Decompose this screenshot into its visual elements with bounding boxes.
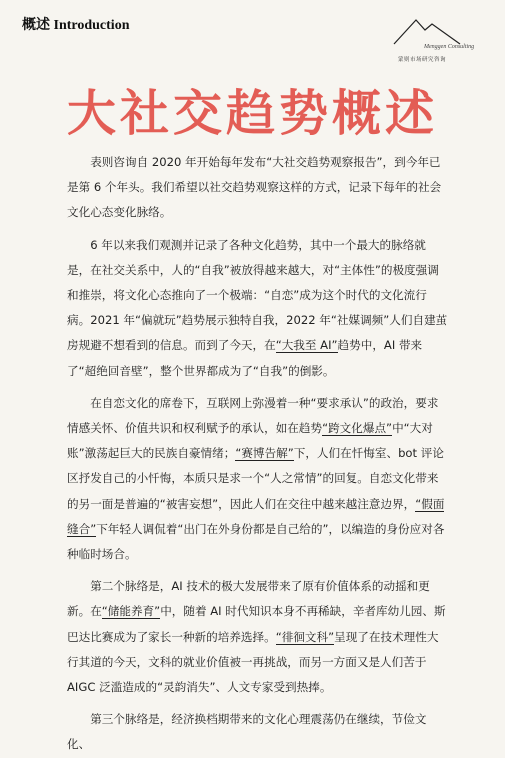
trend-name: “假面缝合” [67, 496, 445, 536]
trend-name: “徘徊文科” [275, 629, 335, 644]
section-label: 概述 Introduction [22, 18, 130, 33]
text-run: 呈现了在技术理性大行其道的今天，文科的就业价值被一再挑战，而另一方面又是人们苦于 AIGC 泛滥造成的“灵韵消失”、人文专家受到热捧。 [67, 629, 439, 695]
text-run: 中“大对账”激荡起巨大的民族自豪情绪； [67, 421, 433, 461]
text-run: 中，随着 AI 时代知识本身不再稀缺，辛者库幼儿园、斯巴达比赛成为了家长一种新的培养选择。 [67, 604, 446, 644]
text-run: 第二个脉络是，AI 技术的极大发展带来了原有价值体系的动摇和更新。在 [67, 579, 430, 619]
company-logo [384, 14, 494, 62]
page-title: 大社交趋势概述 [66, 84, 438, 142]
paragraph [67, 391, 449, 567]
logo-script: Menggen Consulting [424, 44, 475, 50]
body-text [67, 150, 449, 758]
trend-name: “赛博告解” [235, 446, 294, 461]
text-run: 下年轻人调侃着“出门在外身份都是自己给的”，以编造的身份应对各种临时场合。 [67, 521, 445, 562]
trend-name: “储能养育” [101, 604, 161, 619]
text-run: 下，人们在忏悔室、bot 评论区抒发自己的小忏悔，本质只是求一个“人之常情”的回复。自恋文化带来的另一面是普遍的“被害妄想”，因此人们在交往中越来越注意边界， [67, 446, 444, 511]
text-run: 6 年以来我们观测并记录了各种文化趋势，其中一个最大的脉络就是，在社交关系中，人的“自我”被放得越来越大，对“主体性”的极度强调和推崇，将文化心态推向了一个极端：“自恋”成为这个时代的文化流行病。2021 年“偏就玩”趋势展示独特自我，2022 年“社媒调频”人们自建茧房规避不想看到的信息。而到了今天，在 [67, 237, 448, 353]
text-run: 第三个脉络是，经济换档期带来的文化心理震荡仍在继续，节俭文化、 [67, 712, 427, 752]
paragraph [67, 707, 449, 757]
text-run: 表则咨询自 2020 年开始每年发布“大社交趋势观察报告”，到今年已是第 6 个年头。我们希望以社交趋势观察这样的方式，记录下每年的社会文化心态变化脉络。 [67, 155, 442, 220]
logo-name: 蒙则市场研究咨询 [398, 57, 447, 63]
text-run: 在自恋文化的席卷下，互联网上弥漫着一种“要求承认”的政治，要求情感关怀、价值共识和权利赋予的承认，如在趋势 [67, 395, 439, 436]
mountain-logo-icon [392, 14, 462, 46]
trend-name: “跨文化爆点” [322, 421, 393, 436]
text-run: 趋势中，AI 带来了“超绝回音壁”，整个世界都成为了“自我”的倒影。 [67, 338, 423, 378]
trend-name: “大我至 AI” [275, 338, 338, 353]
paragraph [67, 150, 449, 226]
paragraph [67, 574, 449, 700]
paragraph [67, 233, 449, 384]
